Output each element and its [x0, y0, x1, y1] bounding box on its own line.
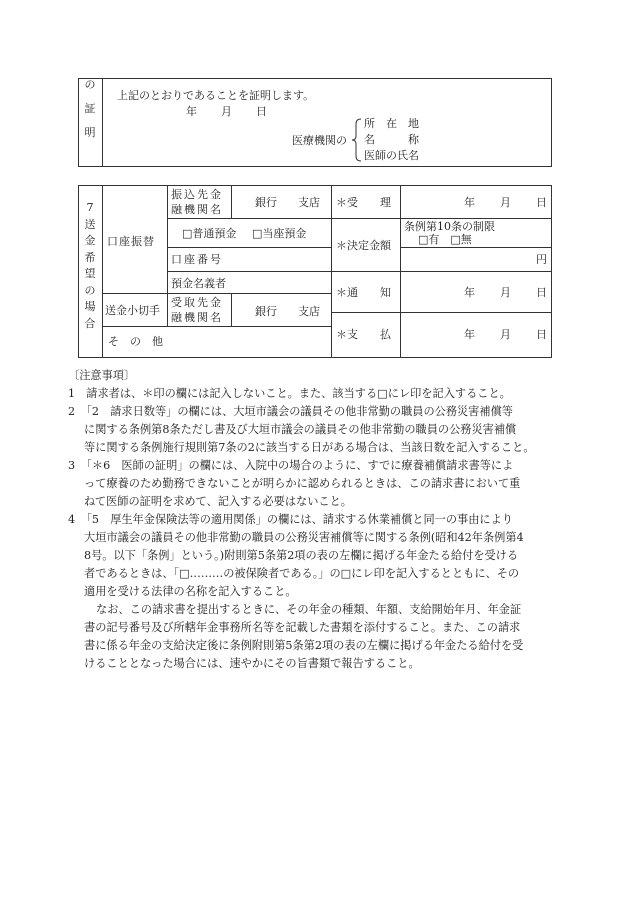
note-line: 3 「＊6 医師の証明」の欄には、入院中の場合のように、すでに療養補償請求書等によ	[68, 459, 514, 472]
branch-suffix: 支店	[298, 196, 320, 209]
cert-field-address: 所 在 地	[364, 117, 419, 130]
account-holder-label: 預金名義者	[171, 277, 226, 290]
note-line: 書の記号番号及び所轄年金事務所名等を記載した書類を添付すること。また、この請求	[84, 621, 521, 634]
col-line-2	[167, 185, 168, 326]
row-line-transfer	[102, 293, 331, 294]
receipt-year: 年	[464, 196, 475, 209]
payment-year: 年	[464, 328, 475, 341]
brace-icon	[352, 118, 362, 162]
rule-limit-options[interactable]: □有 □無	[418, 233, 472, 246]
transfer-label: 口座振替	[107, 235, 155, 248]
checkbox-ordinary-deposit[interactable]: □普通預金	[182, 227, 237, 240]
notes-title: 〔注意事項〕	[68, 369, 136, 382]
cert-date-day: 日	[256, 105, 267, 118]
note-line: ねて医師の証明を求めて、記入する必要はないこと。	[84, 495, 352, 508]
check-bank-label-2: 融機関名	[171, 311, 223, 324]
row-line-right-1	[331, 218, 552, 219]
row-line-accnum	[167, 271, 331, 272]
cert-date-month: 月	[221, 105, 232, 118]
notice-day: 日	[536, 286, 547, 299]
notes-section	[68, 367, 560, 673]
note-line: 8号。以下「条例」という。)附則第5条第2項の表の左欄に掲げる年金たる給付を受ける	[84, 549, 519, 562]
account-number-label: 口座番号	[171, 253, 223, 266]
cert-field-name: 名 称	[364, 133, 419, 146]
notice-label: ＊通 知	[336, 286, 391, 299]
cert-statement: 上記のとおりであることを証明します。	[117, 89, 315, 102]
bank-name-label-1: 振込先金	[171, 188, 223, 201]
note-line: 等に関する条例施行規則第7条の2に該当する日がある場合は、当該日数を記入すること。	[84, 441, 535, 454]
row-line-right-2	[400, 247, 552, 248]
note-line: 者であるときは、「□………の被保険者である。」の□にレ印を記入するとともに、その	[84, 567, 520, 580]
check-branch-suffix: 支店	[298, 305, 320, 318]
receipt-day: 日	[536, 196, 547, 209]
note-line: なお、この請求書を提出するときに、その年金の種類、年額、支給開始年月、年金証	[96, 603, 522, 616]
bank-suffix: 銀行	[255, 196, 277, 209]
certificate-divider	[102, 78, 103, 167]
yen-unit: 円	[536, 253, 547, 266]
note-line: 1 請求者は、＊印の欄には記入しないこと。また、該当する□にレ印を記入すること。	[68, 387, 511, 400]
row-line-acctype	[167, 247, 331, 248]
cert-date-year: 年	[186, 105, 197, 118]
payment-day: 日	[536, 328, 547, 341]
cert-field-doctor: 医師の氏名	[364, 149, 419, 162]
note-line: 大垣市議会の議員その他非常勤の職員の公務災害補償等に関する条例(昭和42年条例第4	[84, 531, 524, 544]
cert-side-label: の 証 明	[84, 78, 96, 139]
note-line: 4 「5 厚生年金保険法等の適用関係」の欄には、請求する休業補償と同一の事由により	[68, 513, 513, 526]
receipt-month: 月	[500, 196, 511, 209]
notice-month: 月	[500, 286, 511, 299]
bank-name-label-2: 融機関名	[171, 203, 223, 216]
row-line-bank	[167, 218, 331, 219]
other-label: そ の 他	[108, 335, 163, 348]
receipt-label: ＊受 理	[336, 196, 391, 209]
note-line: って療養のため勤務できないことが明らかに認められるときは、この請求書において重	[84, 477, 521, 490]
row-line-check	[102, 326, 331, 327]
decision-amount-label: ＊決定金額	[336, 239, 391, 252]
col-line-3	[231, 185, 232, 218]
payment-month: 月	[500, 328, 511, 341]
note-line: 適用を受ける法律の名称を記入すること。	[84, 585, 297, 598]
check-label: 送金小切手	[105, 304, 160, 317]
payment-label: ＊支 払	[336, 328, 391, 341]
cert-institution-prefix: 医療機関の	[292, 134, 347, 147]
note-line: 2 「2 請求日数等」の欄には、大垣市議会の議員その他非常勤の職員の公務災害補償等	[68, 405, 513, 418]
rule-limit-title: 条例第10条の制限	[404, 220, 495, 233]
row-line-right-4	[331, 312, 552, 313]
col-line-3b	[231, 293, 232, 326]
remit-side-label: 7 送 金 希 望 の 場 合	[84, 201, 96, 330]
note-line: 書に係る年金の支給決定後に条例附則第5条第2項の表の左欄に掲げる年金たる給付を受	[84, 639, 524, 652]
row-line-right-3	[331, 271, 552, 272]
col-line-1	[102, 185, 103, 358]
note-line: に関する条例第8条ただし書及び大垣市議会の議員その他非常勤の職員の公務災害補償	[84, 423, 517, 436]
check-bank-suffix: 銀行	[255, 305, 277, 318]
note-line: けることとなった場合には、速やかにその旨書類で報告すること。	[84, 657, 420, 670]
notice-year: 年	[464, 286, 475, 299]
checkbox-current-deposit[interactable]: □当座預金	[252, 227, 307, 240]
check-bank-label-1: 受取先金	[171, 296, 223, 309]
